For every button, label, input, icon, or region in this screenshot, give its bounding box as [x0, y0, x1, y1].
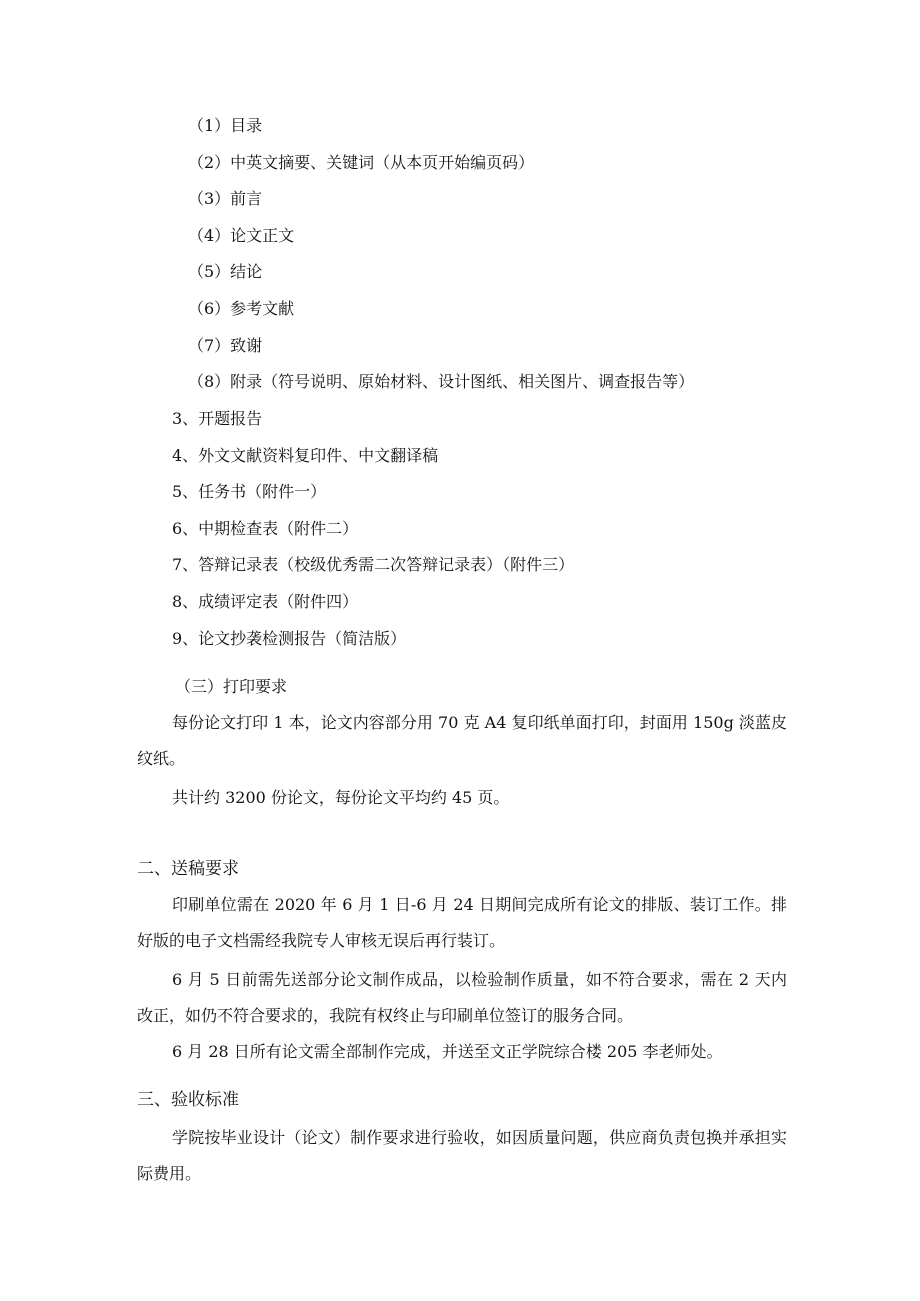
print-requirements-paragraph-1: 每份论文打印 1 本，论文内容部分用 70 克 A4 复印纸单面打印，封面用 150g 淡蓝皮纹纸。 — [137, 713, 787, 768]
binding-item-6: 6、中期检查表（附件二） — [172, 519, 359, 538]
acceptance-paragraph-1: 学院按毕业设计（论文）制作要求进行验收，如因质量问题，供应商负责包换并承担实际费用。 — [137, 1128, 787, 1183]
binding-item-8: 8、成绩评定表（附件四） — [172, 592, 359, 611]
contents-item-5: （5）结论 — [188, 262, 263, 281]
acceptance-standards-heading: 三、验收标准 — [137, 1090, 239, 1110]
print-requirements-heading: （三）打印要求 — [175, 677, 288, 696]
binding-item-9: 9、论文抄袭检测报告（简洁版） — [172, 629, 407, 648]
print-requirements-paragraph-2: 共计约 3200 份论文，每份论文平均约 45 页。 — [172, 788, 510, 807]
contents-item-2: （2）中英文摘要、关键词（从本页开始编页码） — [188, 153, 535, 172]
binding-item-4: 4、外文文献资料复印件、中文翻译稿 — [172, 446, 439, 465]
contents-item-1: （1）目录 — [188, 116, 263, 135]
delivery-requirements-heading: 二、送稿要求 — [137, 859, 239, 879]
contents-item-4: （4）论文正文 — [188, 226, 295, 245]
delivery-paragraph-3: 6 月 28 日所有论文需全部制作完成，并送至文正学院综合楼 205 李老师处。 — [172, 1042, 723, 1061]
contents-item-3: （3）前言 — [188, 189, 263, 208]
contents-item-6: （6）参考文献 — [188, 299, 295, 318]
binding-item-3: 3、开题报告 — [172, 409, 263, 428]
binding-item-5: 5、任务书（附件一） — [172, 482, 327, 501]
contents-item-8: （8）附录（符号说明、原始材料、设计图纸、相关图片、调查报告等） — [188, 372, 695, 391]
delivery-paragraph-2: 6 月 5 日前需先送部分论文制作成品，以检验制作质量，如不符合要求，需在 2 天内改正，如仍不符合要求的，我院有权终止与印刷单位签订的服务合同。 — [137, 970, 787, 1025]
contents-item-7: （7）致谢 — [188, 336, 263, 355]
binding-item-7: 7、答辩记录表（校级优秀需二次答辩记录表）（附件三） — [172, 555, 575, 574]
delivery-paragraph-1: 印刷单位需在 2020 年 6 月 1 日-6 月 24 日期间完成所有论文的排版、装订工作。排好版的电子文档需经我院专人审核无误后再行装订。 — [137, 895, 787, 950]
